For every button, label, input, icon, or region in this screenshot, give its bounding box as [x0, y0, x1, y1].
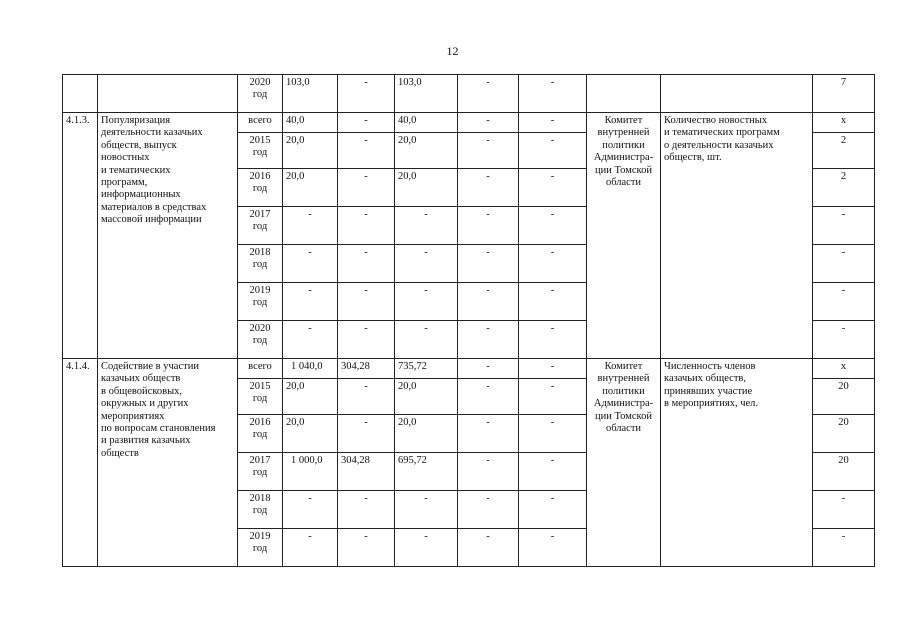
- federal-cell: -: [338, 113, 395, 133]
- name-cell: [98, 75, 238, 113]
- year-cell: 2019 год: [238, 283, 283, 321]
- total-cell: 20,0: [283, 415, 338, 453]
- year-cell: 2016 год: [238, 169, 283, 207]
- other-cell: -: [519, 133, 587, 169]
- regional-cell: 103,0: [395, 75, 458, 113]
- year-cell: 2017 год: [238, 207, 283, 245]
- other-cell: -: [519, 75, 587, 113]
- year-cell: всего: [238, 359, 283, 379]
- section-indicator: Количество новостных и тематических программ о деятельности казачьих обществ, шт.: [661, 113, 813, 359]
- section-executor: Комитет внутренней политики Администра- ции Томской области: [587, 359, 661, 567]
- federal-cell: -: [338, 169, 395, 207]
- other-cell: -: [519, 321, 587, 359]
- local-cell: -: [458, 379, 519, 415]
- federal-cell: -: [338, 529, 395, 567]
- other-cell: -: [519, 529, 587, 567]
- section-name: Популяризация деятельности казачьих обществ, выпуск новостных и тематических программ, информационных материалов в средствах массовой информации: [98, 113, 238, 359]
- result-cell: 7: [813, 75, 875, 113]
- section-name: Содействие в участии казачьих обществ в общевойсковых, окружных и других мероприятиях по вопросам становления и развития казачьих обществ: [98, 359, 238, 567]
- year-cell: 2019 год: [238, 529, 283, 567]
- executor-cell: [587, 75, 661, 113]
- other-cell: -: [519, 283, 587, 321]
- regional-cell: 20,0: [395, 133, 458, 169]
- result-cell: 20: [813, 379, 875, 415]
- program-table: [62, 74, 875, 567]
- other-cell: -: [519, 113, 587, 133]
- local-cell: -: [458, 283, 519, 321]
- regional-cell: -: [395, 321, 458, 359]
- section-indicator: Численность членов казачьих обществ, принявших участие в мероприятиях, чел.: [661, 359, 813, 567]
- result-cell: -: [813, 321, 875, 359]
- total-cell: 20,0: [283, 169, 338, 207]
- result-cell: -: [813, 529, 875, 567]
- regional-cell: 695,72: [395, 453, 458, 491]
- result-cell: -: [813, 245, 875, 283]
- index-cell: [63, 75, 98, 113]
- other-cell: -: [519, 453, 587, 491]
- regional-cell: 735,72: [395, 359, 458, 379]
- page-number: 12: [446, 44, 459, 58]
- result-cell: -: [813, 283, 875, 321]
- regional-cell: 20,0: [395, 169, 458, 207]
- federal-cell: -: [338, 245, 395, 283]
- regional-cell: 20,0: [395, 379, 458, 415]
- other-cell: -: [519, 245, 587, 283]
- local-cell: -: [458, 75, 519, 113]
- total-cell: 1 000,0: [283, 453, 338, 491]
- table-row: [63, 75, 875, 113]
- local-cell: -: [458, 359, 519, 379]
- federal-cell: -: [338, 415, 395, 453]
- total-cell: 103,0: [283, 75, 338, 113]
- local-cell: -: [458, 169, 519, 207]
- year-cell: 2015 год: [238, 379, 283, 415]
- result-cell: -: [813, 207, 875, 245]
- federal-cell: -: [338, 321, 395, 359]
- other-cell: -: [519, 415, 587, 453]
- total-cell: 20,0: [283, 379, 338, 415]
- other-cell: -: [519, 207, 587, 245]
- year-cell: 2016 год: [238, 415, 283, 453]
- regional-cell: -: [395, 283, 458, 321]
- total-cell: -: [283, 491, 338, 529]
- regional-cell: -: [395, 491, 458, 529]
- result-cell: x: [813, 359, 875, 379]
- regional-cell: -: [395, 207, 458, 245]
- section-index: 4.1.4.: [63, 359, 98, 567]
- federal-cell: -: [338, 133, 395, 169]
- indicator-cell: [661, 75, 813, 113]
- federal-cell: 304,28: [338, 359, 395, 379]
- year-cell: 2018 год: [238, 245, 283, 283]
- regional-cell: 20,0: [395, 415, 458, 453]
- local-cell: -: [458, 245, 519, 283]
- year-cell: 2020 год: [238, 75, 283, 113]
- table-row: [63, 359, 875, 379]
- regional-cell: -: [395, 245, 458, 283]
- result-cell: 2: [813, 169, 875, 207]
- year-cell: 2018 год: [238, 491, 283, 529]
- federal-cell: -: [338, 207, 395, 245]
- year-cell: всего: [238, 113, 283, 133]
- year-cell: 2015 год: [238, 133, 283, 169]
- other-cell: -: [519, 359, 587, 379]
- result-cell: 2: [813, 133, 875, 169]
- other-cell: -: [519, 169, 587, 207]
- local-cell: -: [458, 321, 519, 359]
- other-cell: -: [519, 491, 587, 529]
- total-cell: -: [283, 529, 338, 567]
- result-cell: 20: [813, 415, 875, 453]
- local-cell: -: [458, 529, 519, 567]
- federal-cell: 304,28: [338, 453, 395, 491]
- table-row: [63, 113, 875, 133]
- local-cell: -: [458, 453, 519, 491]
- result-cell: x: [813, 113, 875, 133]
- year-cell: 2020 год: [238, 321, 283, 359]
- section-index: 4.1.3.: [63, 113, 98, 359]
- result-cell: 20: [813, 453, 875, 491]
- section-executor: Комитет внутренней политики Администра- ции Томской области: [587, 113, 661, 359]
- total-cell: -: [283, 245, 338, 283]
- local-cell: -: [458, 415, 519, 453]
- other-cell: -: [519, 379, 587, 415]
- total-cell: -: [283, 207, 338, 245]
- local-cell: -: [458, 491, 519, 529]
- federal-cell: -: [338, 75, 395, 113]
- total-cell: 1 040,0: [283, 359, 338, 379]
- total-cell: -: [283, 283, 338, 321]
- federal-cell: -: [338, 283, 395, 321]
- regional-cell: 40,0: [395, 113, 458, 133]
- total-cell: -: [283, 321, 338, 359]
- regional-cell: -: [395, 529, 458, 567]
- total-cell: 20,0: [283, 133, 338, 169]
- local-cell: -: [458, 113, 519, 133]
- federal-cell: -: [338, 491, 395, 529]
- local-cell: -: [458, 207, 519, 245]
- federal-cell: -: [338, 379, 395, 415]
- total-cell: 40,0: [283, 113, 338, 133]
- year-cell: 2017 год: [238, 453, 283, 491]
- local-cell: -: [458, 133, 519, 169]
- result-cell: -: [813, 491, 875, 529]
